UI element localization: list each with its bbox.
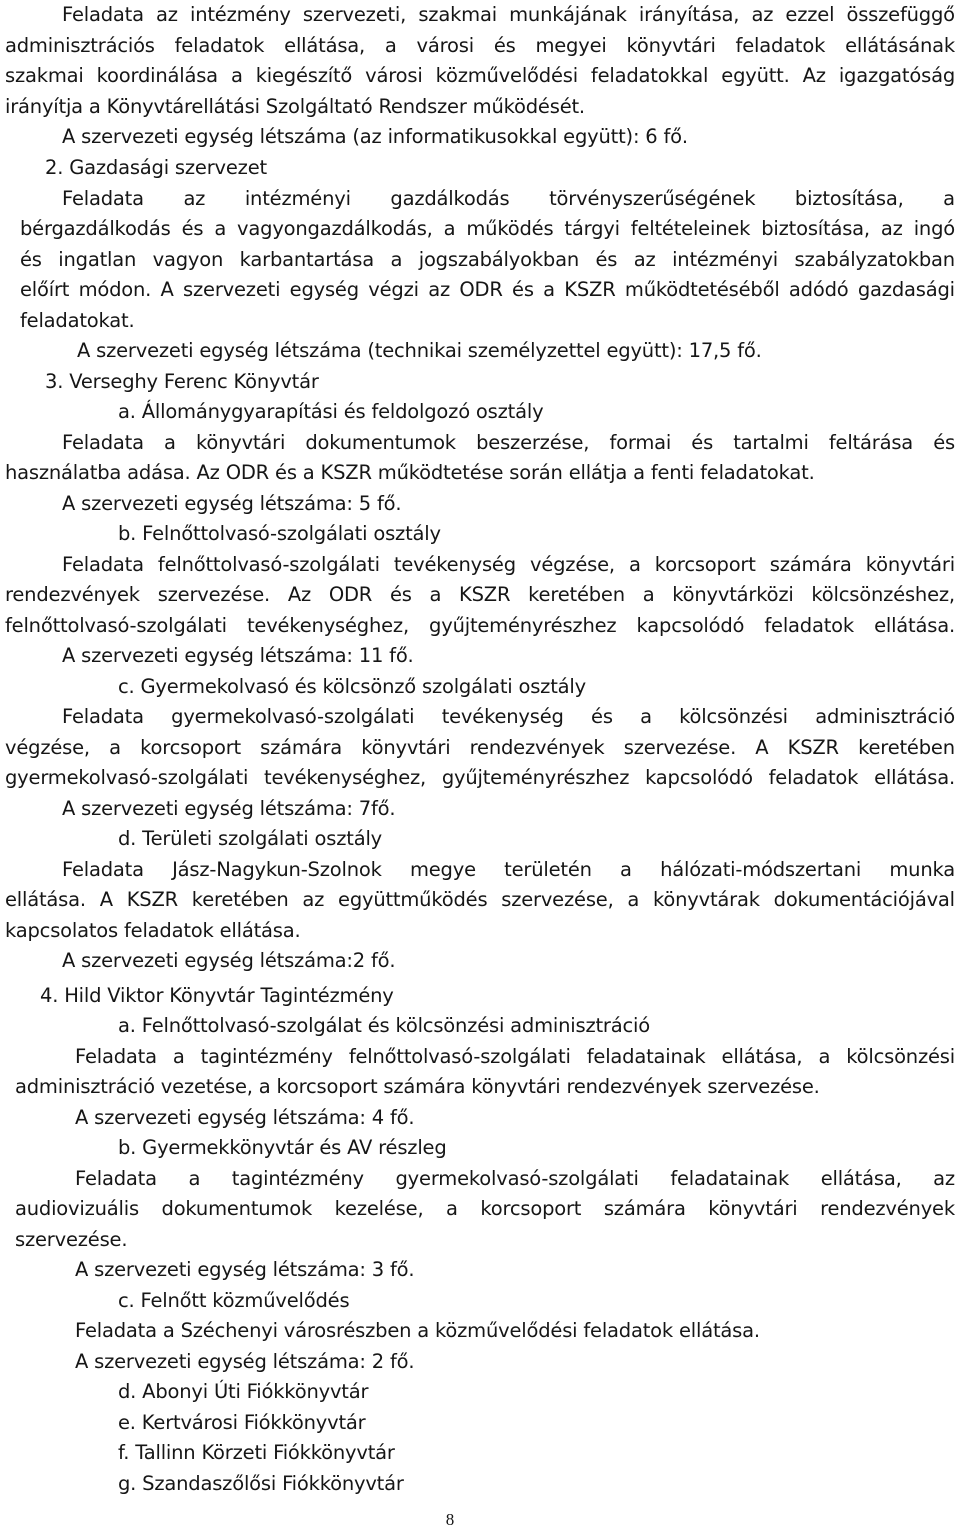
paragraph-line: rendezvények szervezése. Az ODR és a KSZR keretében a könyvtárközi kölcsönzéshez, [5,583,955,606]
paragraph-line: végzése, a korcsoport számára könyvtári rendezvények szervezése. A KSZR keretében [5,736,955,759]
paragraph-line: és ingatlan vagyon karbantartása a jogszabályokban és az intézményi szabályzatokban [20,248,955,271]
paragraph-line: Feladata Jász-Nagykun-Szolnok megye területén a hálózati-módszertani munka [62,858,955,881]
subsection-heading: c. Gyermekolvasó és kölcsönző szolgálati osztály [118,675,586,698]
branch-library-item: f. Tallinn Körzeti Fiókkönyvtár [118,1441,395,1464]
paragraph-line: feladatokat. [20,309,135,332]
paragraph-line: Feladata a könyvtári dokumentumok beszerzése, formai és tartalmi feltárása és [62,431,955,454]
subsection-heading: c. Felnőtt közművelődés [118,1289,350,1312]
subsection-heading: b. Felnőttolvasó-szolgálati osztály [118,522,441,545]
section-heading-4: 4. Hild Viktor Könyvtár Tagintézmény [40,984,394,1007]
subsection-heading: a. Felnőttolvasó-szolgálat és kölcsönzési adminisztráció [118,1014,650,1037]
paragraph-line: audiovizuális dokumentumok kezelése, a korcsoport számára könyvtári rendezvények [15,1197,955,1220]
headcount-line: A szervezeti egység létszáma (technikai személyzettel együtt): 17,5 fő. [77,339,762,362]
paragraph-line: előírt módon. A szervezeti egység végzi az ODR és a KSZR működtetéséből adódó gazdasági [20,278,955,301]
paragraph-line: felnőttolvasó-szolgálati tevékenységhez, gyűjteményrészhez kapcsolódó feladatok ellátása. [5,614,955,637]
paragraph-line: Feladata felnőttolvasó-szolgálati tevékenység végzése, a korcsoport számára könyvtári [62,553,955,576]
paragraph-line: adminisztráció vezetése, a korcsoport számára könyvtári rendezvények szervezése. [15,1075,820,1098]
paragraph-line: irányítja a Könyvtárellátási Szolgáltató Rendszer működését. [5,95,585,118]
paragraph-line: szervezése. [15,1228,128,1251]
paragraph-line: kapcsolatos feladatok ellátása. [5,919,301,942]
paragraph-line: gyermekolvasó-szolgálati tevékenységhez, gyűjteményrészhez kapcsolódó feladatok ellátása. [5,766,955,789]
subsection-heading: d. Területi szolgálati osztály [118,827,383,850]
subsection-heading: a. Állománygyarapítási és feldolgozó osztály [118,400,544,423]
branch-library-item: d. Abonyi Úti Fiókkönyvtár [118,1380,369,1403]
headcount-line: A szervezeti egység létszáma: 11 fő. [62,644,414,667]
headcount-line: A szervezeti egység létszáma: 3 fő. [75,1258,415,1281]
paragraph-line: adminisztrációs feladatok ellátása, a városi és megyei könyvtári feladatok ellátásának [5,34,955,57]
paragraph-line: Feladata az intézmény szervezeti, szakmai munkájának irányítása, az ezzel összefüggő [62,3,955,26]
page-number: 8 [445,1510,455,1529]
headcount-line: A szervezeti egység létszáma: 7fő. [62,797,396,820]
paragraph-line: szakmai koordinálása a kiegészítő városi közművelődési feladatokkal együtt. Az igazgatóság [5,64,955,87]
paragraph-line: Feladata a tagintézmény gyermekolvasó-szolgálati feladatainak ellátása, az [75,1167,955,1190]
paragraph-line: használatba adása. Az ODR és a KSZR működtetése során ellátja a fenti feladatokat. [5,461,815,484]
headcount-line: A szervezeti egység létszáma: 5 fő. [62,492,402,515]
paragraph-line: Feladata az intézményi gazdálkodás törvényszerűségének biztosítása, a [62,187,955,210]
paragraph-line: Feladata a Széchenyi városrészben a közművelődési feladatok ellátása. [75,1319,760,1342]
headcount-line: A szervezeti egység létszáma (az informatikusokkal együtt): 6 fő. [62,125,688,148]
paragraph-line: ellátása. A KSZR keretében az együttműködés szervezése, a könyvtárak dokumentációjával [5,888,955,911]
branch-library-item: e. Kertvárosi Fiókkönyvtár [118,1411,366,1434]
paragraph-line: Feladata a tagintézmény felnőttolvasó-szolgálati feladatainak ellátása, a kölcsönzési [75,1045,955,1068]
paragraph-line: Feladata gyermekolvasó-szolgálati tevékenység és a kölcsönzési adminisztráció [62,705,955,728]
section-heading-2: 2. Gazdasági szervezet [45,156,267,179]
headcount-line: A szervezeti egység létszáma: 4 fő. [75,1106,415,1129]
branch-library-item: g. Szandaszőlősi Fiókkönyvtár [118,1472,404,1495]
headcount-line: A szervezeti egység létszáma: 2 fő. [75,1350,415,1373]
subsection-heading: b. Gyermekkönyvtár és AV részleg [118,1136,447,1159]
paragraph-line: bérgazdálkodás és a vagyongazdálkodás, a működés tárgyi feltételeinek biztosítása, az ingó [20,217,955,240]
headcount-line: A szervezeti egység létszáma:2 fő. [62,949,396,972]
section-heading-3: 3. Verseghy Ferenc Könyvtár [45,370,319,393]
